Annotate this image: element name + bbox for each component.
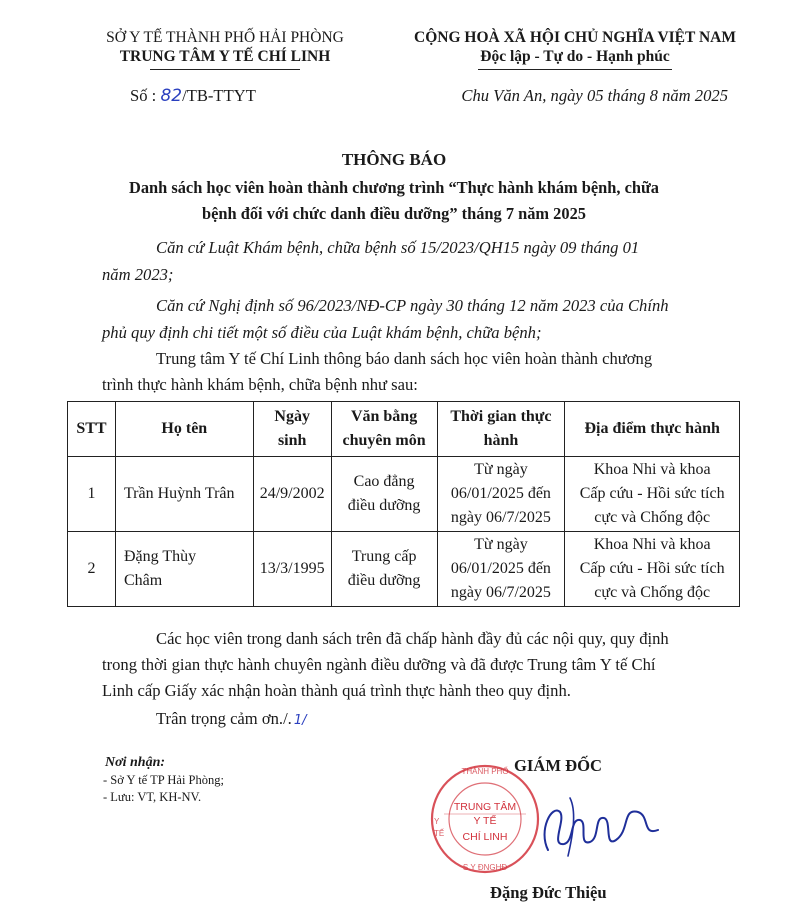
organization-underline	[150, 69, 300, 70]
document-number	[130, 84, 256, 108]
doc-number-handwritten: 82	[160, 86, 183, 106]
legal-basis-2-line1: Căn cứ Nghị định số 96/2023/NĐ-CP ngày 30 tháng 12 năm 2023 của Chính	[156, 296, 669, 315]
motto-underline	[478, 69, 672, 70]
closing-line2: trong thời gian thực hành chuyên ngành điều dưỡng và đã được Trung tâm Y tế Chí	[102, 655, 656, 674]
organization-name: TRUNG TÂM Y TẾ CHÍ LINH	[119, 48, 331, 65]
doc-number-suffix: /TB-TTYT	[182, 86, 256, 105]
row-dob: 13/3/1995	[253, 532, 331, 607]
thanks-line	[156, 705, 307, 735]
thanks-text: Trân trọng cảm ơn./.	[156, 709, 292, 728]
row-degree: Trung cấp điều dưỡng	[331, 532, 437, 607]
header-stt: STT	[68, 402, 116, 457]
header-degree: Văn bằng chuyên môn	[331, 402, 437, 457]
svg-text:THÀNH PHỐ: THÀNH PHỐ	[461, 767, 509, 776]
doc-number-prefix: Số :	[130, 86, 157, 105]
recipient-item: - Lưu: VT, KH-NV.	[103, 790, 202, 804]
header-dob: Ngày sinh	[253, 402, 331, 457]
trainee-table	[67, 401, 740, 607]
row-dob: 24/9/2002	[253, 457, 331, 532]
subtitle-line2: bệnh đối với chức danh điều dưỡng” tháng 7 năm 2025	[202, 204, 586, 223]
handwritten-signature	[530, 790, 665, 865]
signer-name: Đặng Đức Thiệu	[490, 883, 607, 902]
svg-text:TẾ: TẾ	[434, 829, 445, 838]
national-motto: Độc lập - Tự do - Hạnh phúc	[480, 48, 670, 65]
announcement-line1: Trung tâm Y tế Chí Linh thông báo danh sách học viên hoàn thành chương	[156, 349, 653, 368]
signer-title: GIÁM ĐỐC	[514, 756, 603, 775]
row-period: Từ ngày 06/01/2025 đến ngày 06/7/2025	[437, 457, 565, 532]
header-name: Họ tên	[115, 402, 253, 457]
recipient-item: - Sở Y tế TP Hải Phòng;	[103, 773, 224, 787]
legal-basis-1-line1: Căn cứ Luật Khám bệnh, chữa bệnh số 15/2023/QH15 ngày 09 tháng 01	[156, 238, 640, 257]
svg-text:S.Y ĐNGHĐ: S.Y ĐNGHĐ	[462, 863, 508, 872]
row-place: Khoa Nhi và khoa Cấp cứu - Hồi sức tích cực và Chống độc	[565, 457, 740, 532]
closing-line1: Các học viên trong danh sách trên đã chấp hành đầy đủ các nội quy, quy định	[156, 629, 669, 648]
legal-basis-1-line2: năm 2023;	[102, 265, 174, 284]
ministry-name: SỞ Y TẾ THÀNH PHỐ HẢI PHÒNG	[106, 29, 344, 46]
subtitle-line1: Danh sách học viên hoàn thành chương trình “Thực hành khám bệnh, chữa	[129, 178, 659, 197]
initial-mark: 1/	[293, 713, 307, 728]
row-degree: Cao đẳng điều dưỡng	[331, 457, 437, 532]
header-place: Địa điểm thực hành	[565, 402, 740, 457]
row-stt: 2	[68, 532, 116, 607]
svg-text:TRUNG TÂM: TRUNG TÂM	[453, 801, 517, 813]
header-period: Thời gian thực hành	[437, 402, 565, 457]
table-header-row	[68, 402, 740, 457]
closing-line3: Linh cấp Giấy xác nhận hoàn thành quá trình thực hành theo quy định.	[102, 681, 571, 700]
svg-text:CHÍ LINH: CHÍ LINH	[462, 831, 508, 843]
document-title: THÔNG BÁO	[341, 150, 447, 169]
svg-text:Y TẾ: Y TẾ	[473, 815, 497, 827]
row-name: Trần Huỳnh Trân	[115, 457, 253, 532]
row-period: Từ ngày 06/01/2025 đến ngày 06/7/2025	[437, 532, 565, 607]
recipients-label: Nơi nhận:	[105, 755, 166, 770]
row-place: Khoa Nhi và khoa Cấp cứu - Hồi sức tích cực và Chống độc	[565, 532, 740, 607]
svg-text:Y: Y	[434, 817, 440, 826]
table-row	[68, 457, 740, 532]
country-name: CỘNG HOÀ XÃ HỘI CHỦ NGHĨA VIỆT NAM	[414, 29, 736, 46]
row-name: Đặng Thùy Châm	[115, 532, 253, 607]
announcement-line2: trình thực hành khám bệnh, chữa bệnh như sau:	[102, 375, 418, 394]
table-row	[68, 532, 740, 607]
row-stt: 1	[68, 457, 116, 532]
place-and-date: Chu Văn An, ngày 05 tháng 8 năm 2025	[461, 86, 728, 105]
legal-basis-2-line2: phủ quy định chi tiết một số điều của Luật khám bệnh, chữa bệnh;	[102, 323, 542, 342]
